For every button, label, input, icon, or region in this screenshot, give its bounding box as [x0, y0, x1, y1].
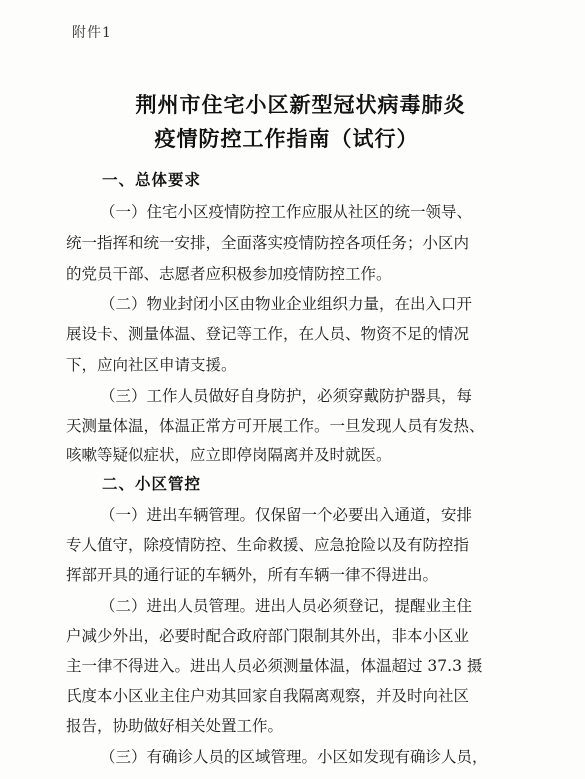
paragraph-line: 专人值守，除疫情防控、生命救援、应急抢险以及有防控指	[66, 536, 470, 554]
paragraph-line: 天测量体温，体温正常方可开展工作。一旦发现人员有发热、	[66, 417, 485, 435]
attachment-label: 附件1	[72, 25, 112, 41]
paragraph-line: 咳嗽等疑似症状，应立即停岗隔离并及时就医。	[66, 446, 392, 464]
paragraph-line: （三）工作人员做好自身防护，必须穿戴防护器具，每	[100, 387, 473, 405]
paragraph-line: 下，应向社区申请支援。	[66, 356, 237, 374]
paragraph-line: 挥部开具的通行证的车辆外，所有车辆一律不得进出。	[66, 566, 439, 584]
paragraph-line: 的党员干部、志愿者应积极参加疫情防控工作。	[66, 265, 392, 283]
paragraph-line: （二）进出人员管理。进出人员必须登记，提醒业主住	[100, 597, 473, 615]
paragraph-line: （一）住宅小区疫情防控工作应服从社区的统一领导、	[100, 203, 473, 221]
paragraph-line: 氏度本小区业主住户劝其回家自我隔离观察，并及时向社区	[66, 687, 470, 705]
paragraph-line: （二）物业封闭小区由物业企业组织力量，在出入口开	[100, 295, 473, 313]
paragraph-line: （一）进出车辆管理。仅保留一个必要出入通道，安排	[100, 506, 473, 524]
paragraph-line: 报告，协助做好相关处置工作。	[66, 717, 284, 735]
document-title-line-1: 荆州市住宅小区新型冠状病毒肺炎	[135, 92, 466, 117]
paragraph-line: 展设卡、测量体温、登记等工作，在人员、物资不足的情况	[66, 325, 470, 343]
section-heading-community-control: 二、小区管控	[102, 474, 202, 493]
paragraph-line: 统一指挥和统一安排，全面落实疫情防控各项任务；小区内	[66, 234, 470, 252]
document-title-line-2: 疫情防控工作指南（试行）	[154, 126, 419, 151]
paragraph-line: 户减少外出，必要时配合政府部门限制其外出，非本小区业	[66, 627, 470, 645]
section-heading-general-requirements: 一、总体要求	[102, 170, 202, 189]
paragraph-line: 主一律不得进入。进出人员必须测量体温，体温超过 37.3 摄	[66, 657, 483, 675]
paragraph-line: （三）有确诊人员的区域管理。小区如发现有确诊人员，	[100, 748, 488, 766]
